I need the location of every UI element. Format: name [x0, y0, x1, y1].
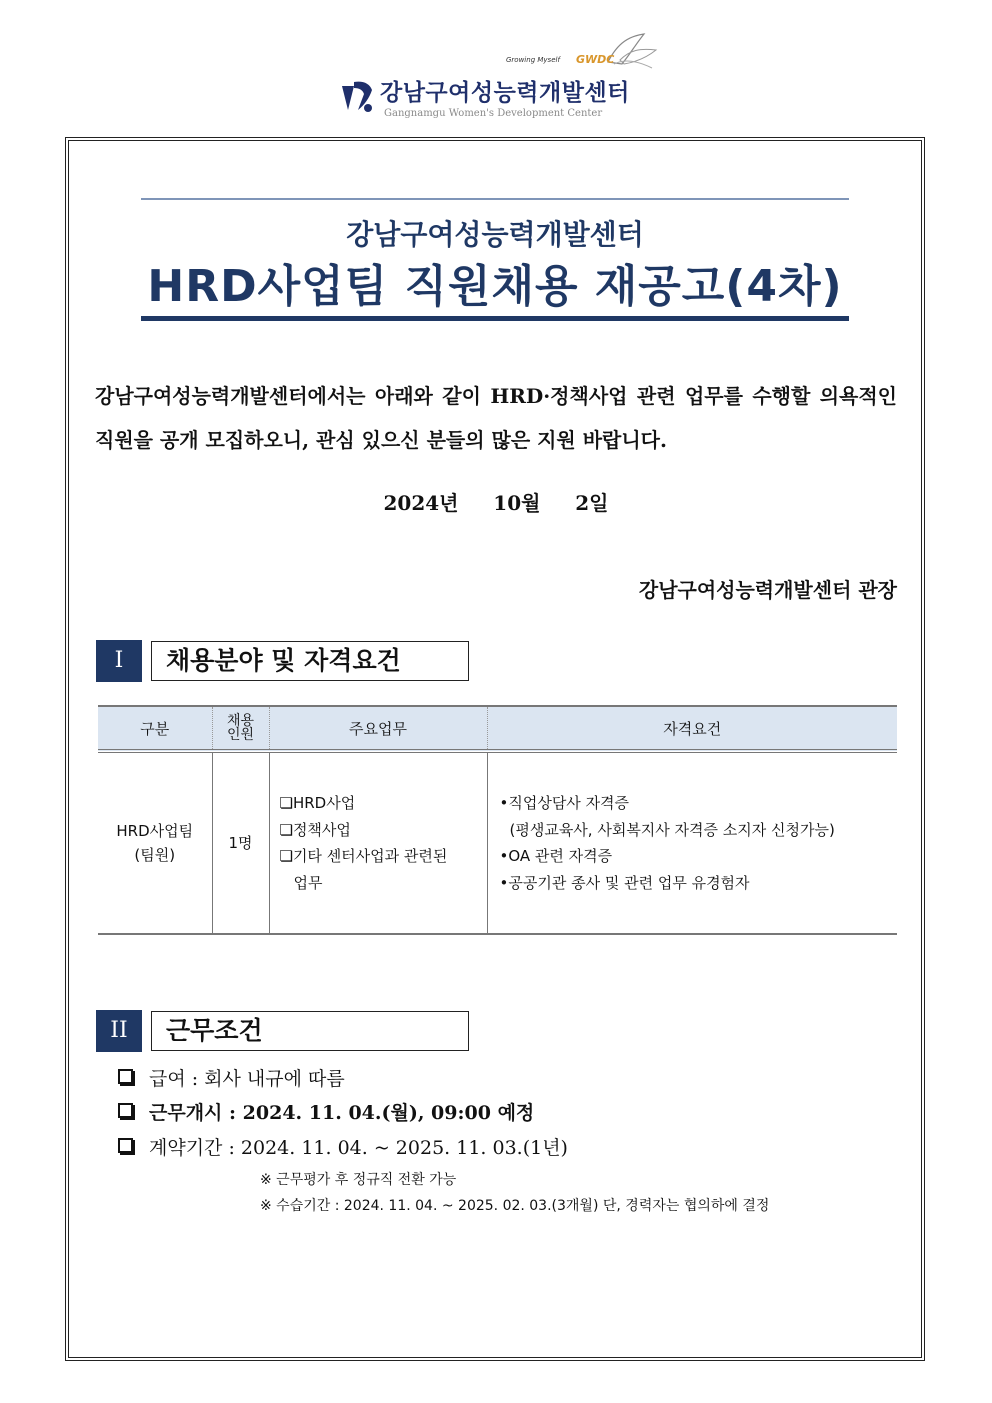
cell-headcount: 1명: [212, 751, 269, 934]
qualification-item-note: (평생교육사, 사회복지사 자격증 소지자 신청가능): [509, 820, 835, 839]
condition-start: [118, 1098, 534, 1125]
condition-salary: [118, 1064, 345, 1091]
header-headcount-line2: 인원: [226, 727, 255, 743]
logo-name: 강남구여성능력개발센터: [380, 80, 630, 106]
cell-duties: [269, 751, 487, 934]
header-headcount: [212, 706, 269, 751]
page-title: HRD사업팀 직원채용 재공고(4차): [147, 261, 843, 312]
table-row: [98, 751, 897, 934]
condition-contract: [118, 1133, 568, 1160]
cell-qualifications: [487, 751, 897, 934]
checkbox-bullet-icon: [118, 1069, 133, 1084]
condition-text: 계약기간 : 2024. 11. 04. ~ 2025. 11. 03.(1년): [149, 1137, 568, 1159]
duty-item-continued: 업무: [293, 873, 323, 892]
section-1-title: 채용분야 및 자격요건: [151, 641, 469, 681]
qualification-item: •OA 관련 자격증: [499, 847, 613, 865]
condition-text: 급여 : 회사 내규에 따름: [149, 1068, 345, 1090]
duty-item: ❏기타 센터사업과 관련된: [279, 847, 448, 865]
announcement-date: 2024년 10월 2일: [383, 491, 609, 515]
section-1-number: I: [96, 640, 142, 682]
signer: 강남구여성능력개발센터 관장: [638, 578, 897, 602]
duty-item: ❏HRD사업: [279, 794, 356, 812]
table-header-row: [98, 706, 897, 751]
header-division: 구분: [98, 706, 212, 751]
note-conversion: ※ 근무평가 후 정규직 전환 가능: [260, 1172, 457, 1188]
gwdc-emblem-icon: [338, 76, 376, 116]
butterfly-logo-icon: [600, 32, 660, 72]
division-role: (팀원): [134, 846, 176, 864]
checkbox-bullet-icon: [118, 1103, 133, 1118]
logo-brand: GWDC: [576, 53, 615, 66]
title-organization: 강남구여성능력개발센터: [346, 218, 644, 251]
note-probation: ※ 수습기간 : 2024. 11. 04. ~ 2025. 02. 03.(3개월) 단, 경력자는 협의하에 결정: [260, 1198, 770, 1214]
logo-subtitle: Gangnamgu Women's Development Center: [384, 108, 603, 119]
qualification-item: •직업상담사 자격증: [499, 794, 630, 812]
division-name: HRD사업팀: [116, 822, 194, 840]
section-2-number: II: [96, 1010, 142, 1052]
duty-item: ❏정책사업: [279, 820, 351, 839]
requirements-table: [98, 705, 897, 935]
header-qualifications: 자격요건: [487, 706, 897, 751]
qualification-item: •공공기관 종사 및 관련 업무 유경험자: [499, 873, 750, 892]
cell-division: [98, 751, 212, 934]
logo-tagline: Growing Myself: [506, 56, 560, 64]
title-divider-bottom: [141, 316, 849, 321]
header-headcount-line1: 채용: [226, 713, 255, 729]
intro-paragraph: 강남구여성능력개발센터에서는 아래와 같이 HRD·정책사업 관련 업무를 수행할 의욕적인 직원을 공개 모집하오니, 관심 있으신 분들의 많은 지원 바랍니다.: [95, 384, 897, 452]
header-duties: 주요업무: [269, 706, 487, 751]
organization-logo: [338, 32, 658, 122]
title-divider-top: [141, 198, 849, 200]
checkbox-bullet-icon: [118, 1138, 133, 1153]
section-2-title: 근무조건: [151, 1011, 469, 1051]
condition-text: 근무개시 : 2024. 11. 04.(월), 09:00 예정: [149, 1102, 535, 1124]
